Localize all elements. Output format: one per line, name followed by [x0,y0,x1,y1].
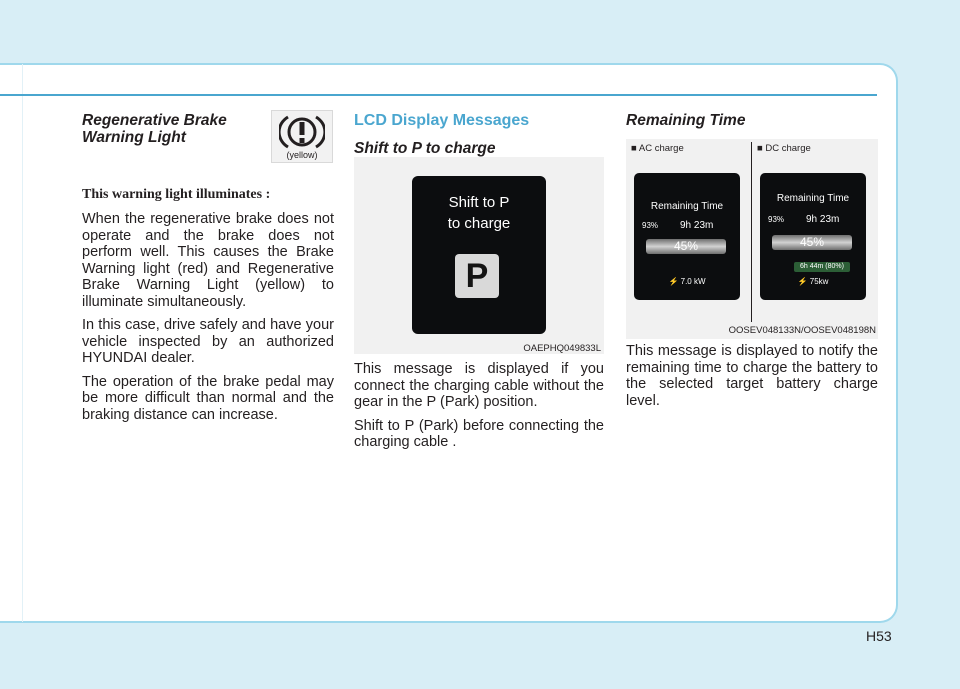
screen-line-2: to charge [447,215,511,232]
ac-screen-power: ⚡ 7.0 kW [668,277,706,286]
dc-screen-time: 9h 23m [806,214,840,225]
dc-target-time: 6h 44m (80%) [794,262,850,272]
dc-charge-display [760,173,866,300]
ac-screen-pct: 93% [642,221,659,230]
shift-to-p-display [412,176,546,334]
regenerative-brake-heading: Regenerative Brake Warning Light [82,112,227,146]
shift-to-p-screen-text [412,192,546,234]
shift-to-p-figure [354,157,604,354]
ac-screen-title: Remaining Time [650,201,724,212]
shift-to-p-heading: Shift to P to charge [354,140,496,157]
paragraph-2: In this case, drive safely and have your vehicle inspected by an authorized HYUNDAI dealer. [82,317,334,366]
lcd-display-messages-title: LCD Display Messages [354,112,530,129]
ac-charge-label: ■ AC charge [631,143,684,154]
shift-paragraph-1: This message is displayed if you connect the charging cable without the gear in the P (Park) position. [354,361,604,410]
ac-charge-display [634,173,740,300]
regenerative-warning-icon-box [271,110,333,163]
remaining-time-heading: Remaining Time [626,112,746,129]
dc-charge-label: ■ DC charge [757,143,811,154]
remaining-time-figure [626,139,878,339]
figure-divider [751,142,752,322]
exclamation-warning-icon [279,114,325,152]
paragraph-1: When the regenerative brake does not operate and the brake does not perform well. This causes the Brake Warning light (red) and Regenerative Brake Warning Light (yellow) to illuminate simultaneously. [82,211,334,310]
image-code: OAEPHQ049833L [523,343,601,354]
shift-paragraph-2: Shift to P (Park) before connecting the charging cable . [354,417,604,450]
park-gear-icon: P [455,254,499,298]
top-rule [0,94,877,96]
dc-screen-pct: 93% [768,215,785,224]
ac-screen-time: 9h 23m [680,220,714,231]
paragraph-3: The operation of the brake pedal may be more difficult than normal and the braking distance can increase. [82,373,334,423]
left-rule [22,64,23,622]
ac-battery-level: 45% [646,239,726,254]
remaining-time-image-code: OOSEV048133N/OOSEV048198N [728,325,876,336]
remaining-time-paragraph: This message is displayed to notify the remaining time to charge the battery to the selected target battery charge level. [626,343,878,409]
dc-screen-title: Remaining Time [776,193,850,204]
dc-screen-power: ⚡ 75kw [797,277,829,286]
illuminates-subheading: This warning light illuminates : [82,187,271,202]
dc-battery-level: 45% [772,235,852,250]
page-number: H53 [866,628,892,644]
screen-line-1: Shift to P [448,194,510,211]
yellow-label: (yellow) [286,150,318,160]
